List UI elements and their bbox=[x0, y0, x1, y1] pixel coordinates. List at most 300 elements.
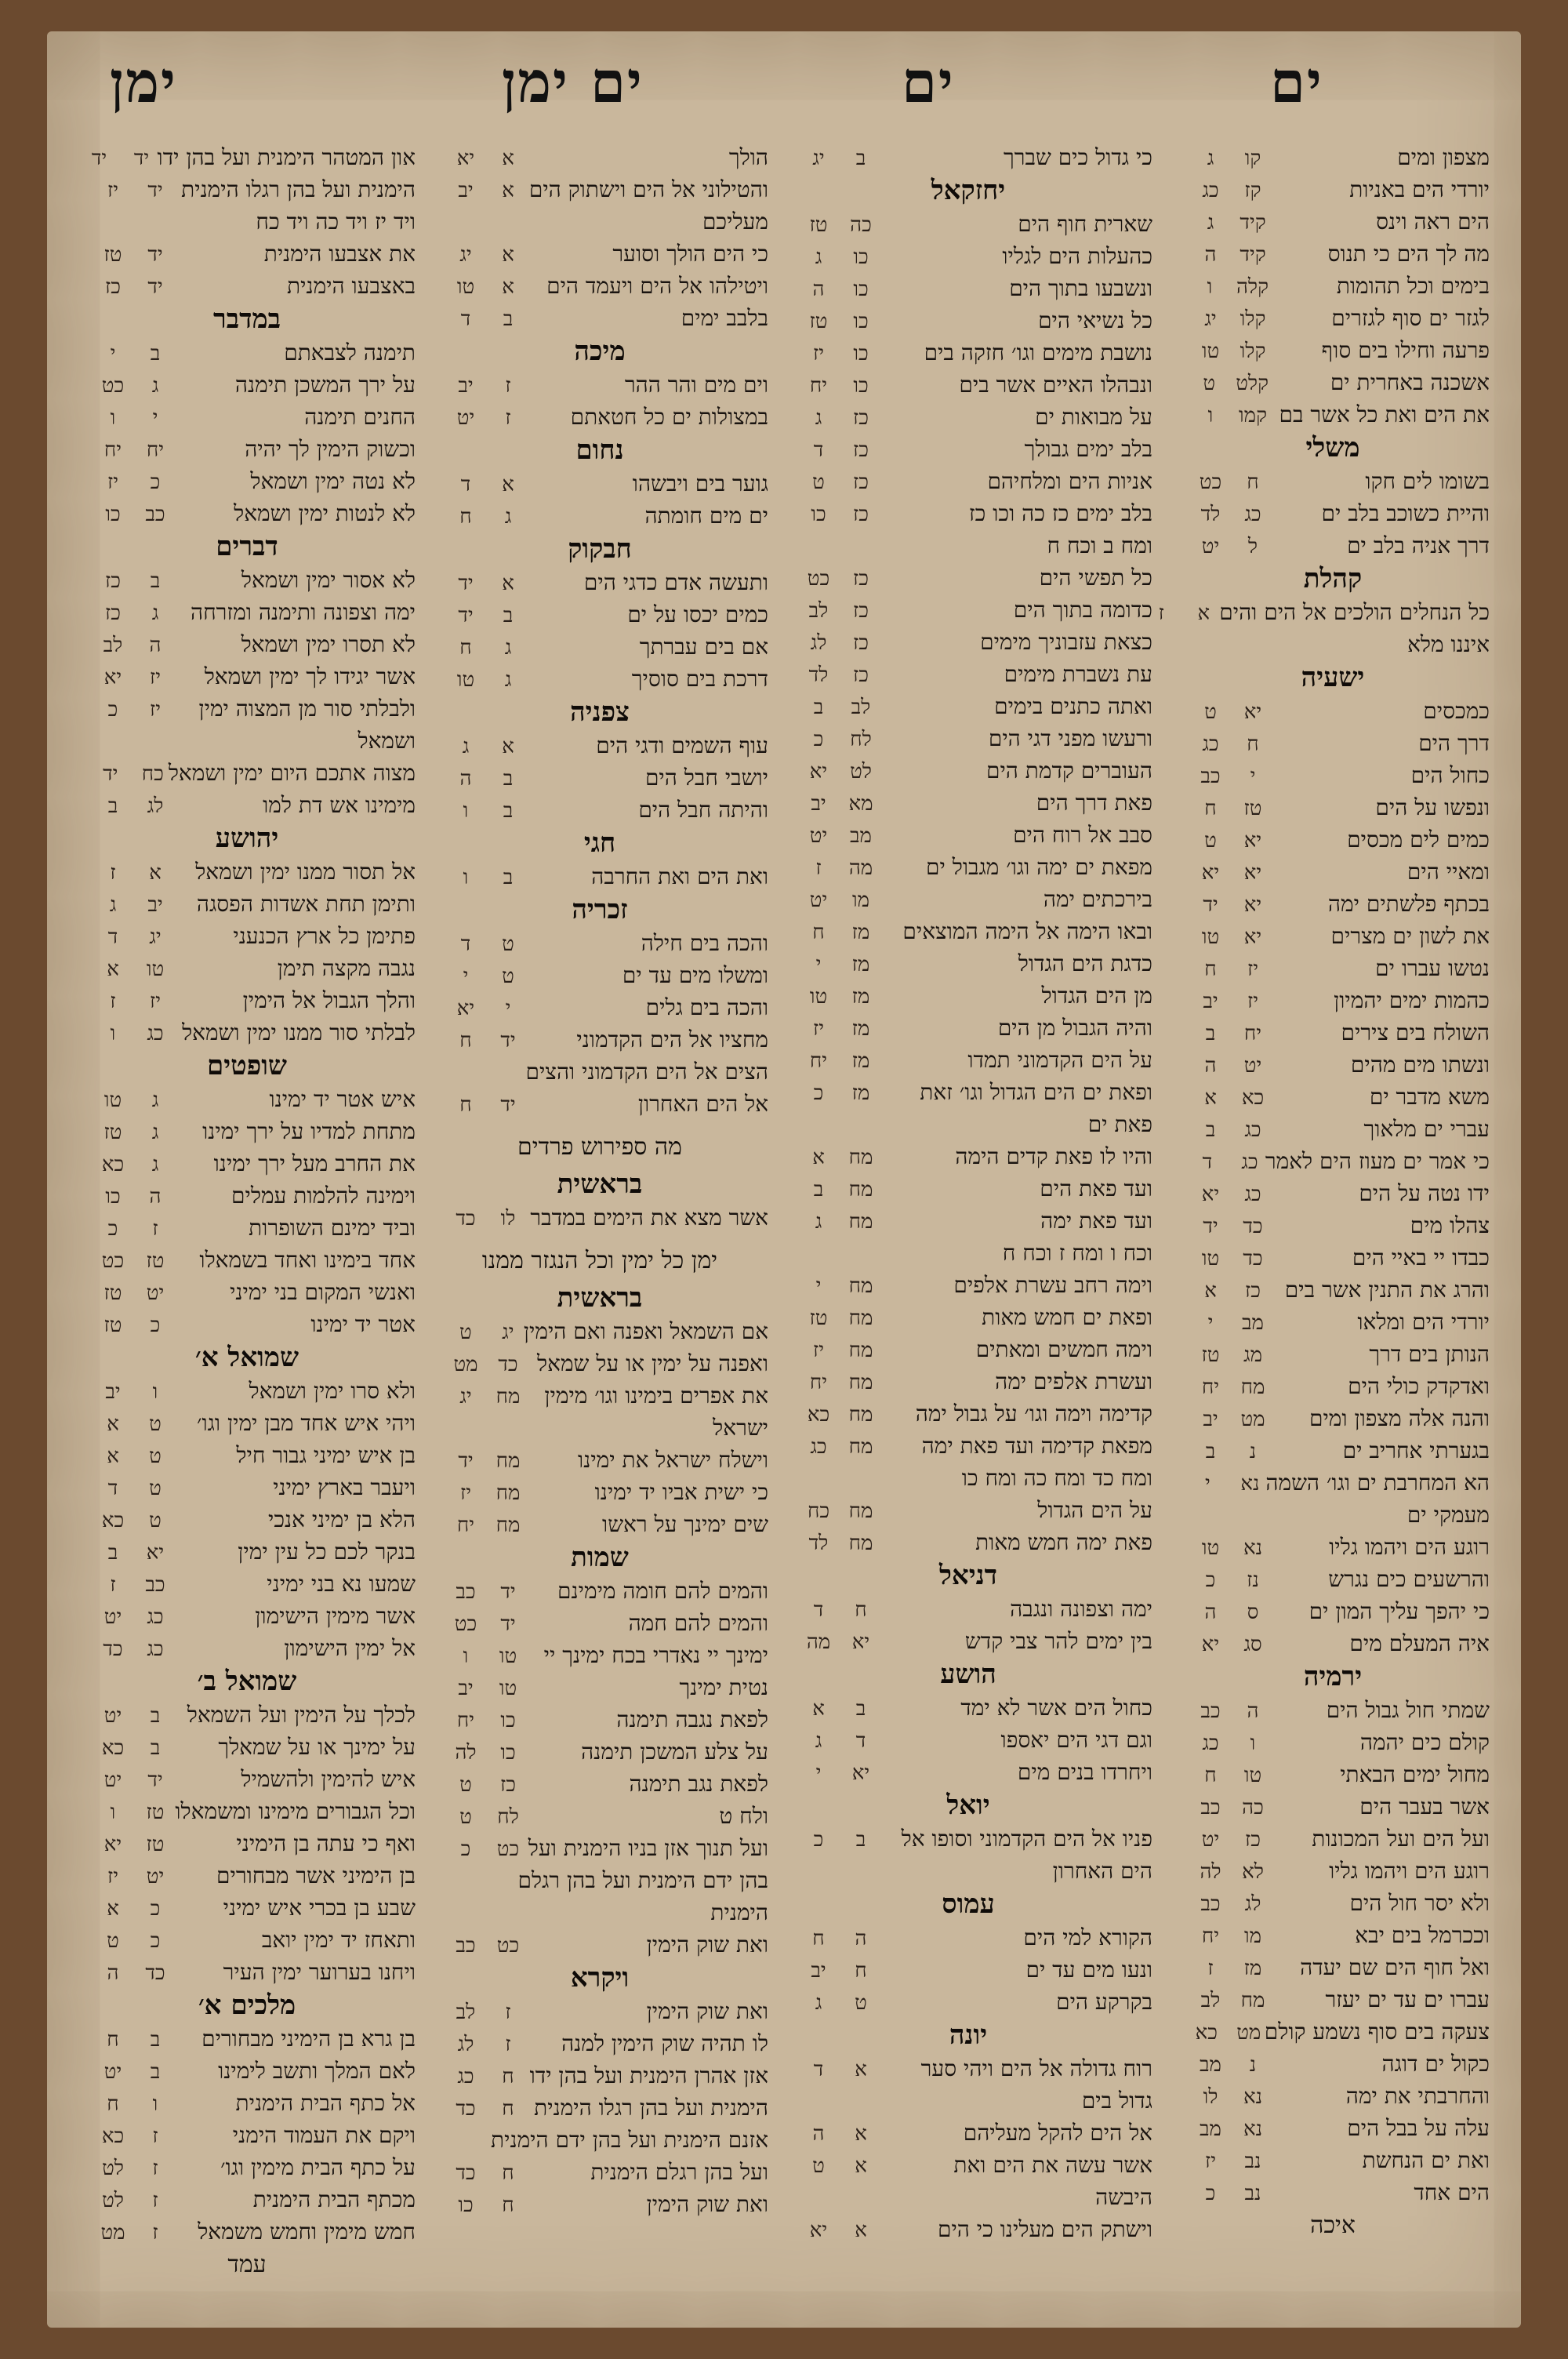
verse-number: כ bbox=[1205, 1568, 1216, 1592]
concordance-line bbox=[784, 754, 1152, 787]
running-head-inner-right: ים bbox=[902, 49, 955, 115]
verse-reference bbox=[1176, 1050, 1269, 1082]
concordance-line bbox=[431, 631, 768, 663]
concordance-line bbox=[1176, 366, 1490, 398]
verse-number: לט bbox=[102, 2189, 124, 2212]
verse-snippet: בימים וכל תהומות bbox=[1336, 273, 1490, 299]
verse-number: כ bbox=[460, 1837, 471, 1861]
verse-number: ב bbox=[1205, 1118, 1216, 1142]
verse-number: ד bbox=[460, 473, 471, 496]
concordance-line bbox=[784, 529, 1152, 562]
chapter-number: יא bbox=[851, 1630, 870, 1654]
verse-snippet: פאת ימה חמש מאות bbox=[975, 1529, 1152, 1555]
concordance-line bbox=[431, 729, 768, 761]
verse-snippet: כל נשיאי הים bbox=[1038, 307, 1152, 333]
verse-number: ו bbox=[1207, 404, 1214, 427]
verse-number: ט bbox=[812, 471, 825, 494]
chapter-number: כג bbox=[147, 1605, 164, 1629]
concordance-line bbox=[1176, 1306, 1490, 1338]
concordance-line bbox=[431, 1768, 768, 1800]
verse-number: כו bbox=[105, 503, 121, 526]
verse-number: ה bbox=[1204, 243, 1217, 267]
verse-snippet: כצאת עזבוניך מימים bbox=[980, 629, 1152, 655]
verse-number: י bbox=[815, 1761, 822, 1785]
concordance-line bbox=[1176, 628, 1490, 660]
verse-reference bbox=[784, 917, 877, 949]
concordance-line bbox=[1176, 1595, 1490, 1627]
verse-snippet: ונפשו על הים bbox=[1375, 794, 1490, 820]
concordance-line bbox=[1176, 2144, 1490, 2176]
concordance-line bbox=[784, 2052, 1152, 2085]
chapter-number: כג bbox=[1244, 503, 1261, 526]
verse-snippet: ועשרת אלפים ימה bbox=[995, 1369, 1152, 1394]
running-head-outer-left: ימן bbox=[110, 49, 177, 115]
verse-reference bbox=[784, 1174, 877, 1206]
chapter-number: ז bbox=[152, 2125, 158, 2148]
verse-number: יח bbox=[809, 1371, 828, 1394]
verse-number: כג bbox=[810, 1435, 827, 1459]
verse-number: ח bbox=[1204, 958, 1217, 981]
verse-reference bbox=[78, 1117, 171, 1149]
verse-number: ה bbox=[107, 1961, 119, 1985]
verse-number: טו bbox=[809, 985, 828, 1009]
concordance-line bbox=[431, 1639, 768, 1671]
verse-snippet: והרג את התנין אשר בים bbox=[1284, 1277, 1490, 1303]
verse-number: יב bbox=[1203, 1408, 1218, 1431]
book-heading: ירמיה bbox=[1303, 1661, 1363, 1692]
verse-number: מט bbox=[453, 1353, 478, 1376]
chapter-number: נא bbox=[1243, 1536, 1263, 1560]
verse-reference bbox=[431, 1317, 524, 1349]
verse-number: כג bbox=[457, 2065, 474, 2088]
verse-number: יא bbox=[103, 1833, 122, 1856]
concordance-line bbox=[78, 1180, 416, 1212]
verse-number: יא bbox=[103, 666, 122, 689]
verse-number: טו bbox=[456, 668, 475, 692]
verse-number: ח bbox=[107, 2092, 119, 2116]
verse-reference bbox=[1176, 1760, 1269, 1792]
verse-number: יח bbox=[809, 1049, 828, 1073]
verse-reference bbox=[1176, 2049, 1269, 2081]
concordance-line bbox=[1176, 2112, 1490, 2144]
concordance-line bbox=[784, 594, 1152, 626]
verse-number: ד bbox=[813, 2058, 824, 2081]
verse-reference bbox=[784, 1206, 877, 1238]
chapter-number: קלה bbox=[1236, 275, 1269, 299]
verse-number: ז bbox=[815, 856, 822, 880]
verse-snippet: עלה על בבל הים bbox=[1347, 2115, 1490, 2141]
concordance-line bbox=[78, 725, 416, 757]
verse-snippet: את החרב מעל ירך ימינו bbox=[213, 1150, 416, 1176]
verse-snippet: מעליכם bbox=[702, 209, 768, 234]
verse-snippet: ואת הים ואת החרבה bbox=[591, 863, 768, 889]
verse-number: יא bbox=[809, 2219, 828, 2242]
verse-reference bbox=[1176, 1824, 1269, 1856]
verse-reference bbox=[784, 2118, 877, 2150]
verse-number: יח bbox=[456, 1709, 475, 1732]
concordance-line bbox=[431, 927, 768, 959]
chapter-number: לג bbox=[1244, 1892, 1261, 1916]
verse-reference bbox=[1176, 696, 1269, 729]
concordance-line bbox=[78, 1503, 416, 1536]
concordance-line bbox=[78, 2119, 416, 2151]
concordance-line bbox=[78, 1439, 416, 1471]
verse-number: כו bbox=[811, 503, 826, 526]
verse-snippet: לא לנטות ימין ושמאל bbox=[234, 500, 416, 526]
verse-snippet: ואפנה על ימין או על שמאל bbox=[537, 1350, 768, 1376]
verse-reference bbox=[431, 2157, 524, 2190]
verse-number: א bbox=[107, 1897, 119, 1921]
verse-reference bbox=[784, 1399, 877, 1431]
verse-number: יט bbox=[103, 2060, 122, 2084]
running-head-inner-left: ים ימן bbox=[502, 49, 644, 115]
chapter-number: מח bbox=[848, 1210, 873, 1234]
verse-number: ג bbox=[815, 245, 822, 269]
concordance-line bbox=[784, 980, 1152, 1012]
verse-reference bbox=[1176, 175, 1269, 207]
concordance-line bbox=[431, 467, 768, 500]
chapter-number: כד bbox=[1243, 1215, 1263, 1238]
verse-number: יח bbox=[1201, 1376, 1220, 1399]
chapter-number: כט bbox=[496, 1837, 520, 1861]
verse-reference bbox=[431, 1997, 524, 2029]
verse-snippet: ימה וצפונה ונגבה bbox=[1010, 1596, 1152, 1622]
concordance-line bbox=[78, 2215, 416, 2248]
chapter-number: ג bbox=[151, 374, 159, 398]
verse-number: כ bbox=[1205, 2182, 1216, 2205]
verse-snippet: סבב אל רוח הים bbox=[1013, 822, 1152, 848]
concordance-line bbox=[78, 564, 416, 596]
concordance-line bbox=[431, 2124, 768, 2156]
verse-snippet: בן גרא בן הימיני מבחורים bbox=[201, 2026, 416, 2052]
chapter-number: א bbox=[502, 735, 514, 758]
concordance-line bbox=[1176, 270, 1490, 302]
verse-snippet: איננו מלא bbox=[1407, 631, 1490, 657]
chapter-number: מה bbox=[848, 856, 873, 880]
verse-number: ז bbox=[110, 990, 116, 1013]
chapter-number: כז bbox=[853, 599, 869, 623]
concordance-line bbox=[78, 1763, 416, 1795]
verse-snippet: אל ימין הישימון bbox=[284, 1635, 416, 1661]
concordance-line bbox=[78, 2183, 416, 2215]
verse-reference bbox=[784, 2215, 877, 2247]
verse-reference bbox=[431, 2093, 524, 2125]
verse-snippet: וביד ימינם השופרות bbox=[249, 1215, 416, 1241]
verse-number: כג bbox=[1202, 1732, 1219, 1755]
verse-number: ח bbox=[459, 1029, 472, 1052]
book-heading: בראשית bbox=[557, 1169, 643, 1200]
concordance-line bbox=[78, 2087, 416, 2119]
verse-number: ח bbox=[459, 1093, 472, 1117]
verse-snippet: והכה בים גלים bbox=[645, 994, 768, 1020]
verse-number: כד bbox=[456, 2097, 476, 2121]
verse-reference bbox=[1176, 467, 1269, 499]
column-left bbox=[78, 141, 416, 2290]
verse-reference bbox=[1176, 1565, 1269, 1597]
verse-snippet: וימה חמשים ומאתים bbox=[975, 1336, 1152, 1362]
verse-snippet: שמתי חול גבול הים bbox=[1326, 1697, 1490, 1723]
verse-reference bbox=[431, 1576, 524, 1608]
verse-reference bbox=[431, 1705, 524, 1737]
chapter-number: ב bbox=[503, 799, 514, 823]
verse-number: ג bbox=[815, 1729, 822, 1753]
book-heading: שמות bbox=[571, 1542, 629, 1573]
concordance-line bbox=[78, 1536, 416, 1568]
verse-snippet: לא תסרו ימין ושמאל bbox=[241, 631, 416, 657]
chapter-number: ה bbox=[1247, 1699, 1259, 1723]
verse-reference bbox=[78, 630, 171, 662]
concordance-line bbox=[1176, 984, 1490, 1016]
concordance-line bbox=[431, 1347, 768, 1379]
verse-reference bbox=[1176, 986, 1269, 1018]
concordance-line bbox=[784, 1333, 1152, 1365]
chapter-number: מח bbox=[495, 1385, 521, 1408]
verse-reference bbox=[78, 1408, 171, 1441]
verse-number: י bbox=[463, 965, 469, 988]
verse-reference bbox=[784, 306, 877, 338]
page-header bbox=[47, 49, 1521, 135]
verse-reference bbox=[78, 986, 171, 1018]
concordance-line bbox=[1176, 1113, 1490, 1145]
verse-number: א bbox=[812, 1697, 825, 1721]
verse-snippet: ואת שוק הימין bbox=[646, 1932, 768, 1957]
verse-reference bbox=[431, 795, 524, 827]
verse-number: כז bbox=[105, 602, 121, 625]
verse-reference bbox=[431, 501, 524, 533]
verse-reference bbox=[784, 1627, 877, 1659]
chapter-number: מח bbox=[1240, 1989, 1265, 2012]
verse-snippet: ומח כד ומח כה ומח כו bbox=[961, 1465, 1152, 1491]
verse-snippet: כבדו יי באיי הים bbox=[1352, 1245, 1490, 1270]
concordance-line bbox=[431, 1023, 768, 1056]
verse-number: ב bbox=[107, 1541, 118, 1565]
verse-reference bbox=[784, 2150, 877, 2183]
verse-number: כט bbox=[101, 374, 125, 398]
concordance-line bbox=[784, 883, 1152, 915]
book-heading: מלכים א׳ bbox=[198, 1990, 296, 2021]
verse-snippet: פאת דרך הים bbox=[1036, 790, 1152, 816]
verse-snippet: ובאו הימה אל הימה המוצאים bbox=[902, 918, 1152, 944]
concordance-line bbox=[78, 141, 416, 173]
verse-reference bbox=[431, 469, 524, 501]
concordance-line bbox=[784, 2149, 1152, 2181]
verse-snippet: לגזר ים סוף לגזרים bbox=[1331, 305, 1490, 331]
chapter-number: יא bbox=[1243, 829, 1262, 852]
concordance-line bbox=[1176, 2176, 1490, 2208]
verse-snippet: אטר יד ימינו bbox=[310, 1311, 416, 1337]
verse-number: יד bbox=[103, 762, 118, 786]
verse-reference bbox=[431, 2190, 524, 2222]
chapter-number: ג bbox=[504, 636, 512, 660]
verse-snippet: הימנית bbox=[710, 1899, 768, 1925]
chapter-number: נא bbox=[1240, 1472, 1260, 1496]
book-heading: יואל bbox=[946, 1790, 990, 1821]
verse-number: ה bbox=[1204, 1601, 1217, 1624]
verse-number: טו bbox=[1201, 1536, 1220, 1560]
verse-reference bbox=[78, 2024, 171, 2056]
chapter-number: מג bbox=[1243, 1343, 1262, 1367]
concordance-line bbox=[784, 1593, 1152, 1625]
concordance-line bbox=[78, 1212, 416, 1244]
verse-snippet: את הים ואת כל אשר בם bbox=[1279, 402, 1490, 427]
chapter-number: נ bbox=[1249, 1440, 1257, 1463]
verse-snippet: עוף השמים ודגי הים bbox=[596, 732, 768, 758]
concordance-line bbox=[1176, 1627, 1490, 1659]
verse-number: כב bbox=[1200, 1796, 1221, 1819]
verse-number: כט bbox=[101, 1249, 125, 1273]
chapter-number: ט bbox=[149, 1445, 162, 1468]
verse-number: טו bbox=[103, 1089, 122, 1112]
concordance-line bbox=[78, 757, 416, 789]
verse-reference bbox=[784, 1757, 877, 1790]
verse-reference bbox=[1176, 1307, 1269, 1339]
verse-number: יט bbox=[103, 1768, 122, 1792]
chapter-number: ז bbox=[505, 2033, 511, 2056]
concordance-line bbox=[78, 270, 416, 302]
verse-snippet: אל הים להקל מעליהם bbox=[963, 2120, 1152, 2146]
verse-number: כח bbox=[807, 1499, 830, 1523]
chapter-number: ח bbox=[1247, 732, 1259, 756]
verse-snippet: כי ישית אביו יד ימינו bbox=[594, 1479, 768, 1505]
verse-snippet: מימינו אש דת למו bbox=[263, 792, 416, 818]
chapter-number: ד bbox=[855, 1729, 866, 1753]
concordance-line bbox=[1176, 302, 1490, 334]
verse-number: יז bbox=[1204, 2150, 1217, 2173]
verse-snippet: יושבי חבל הים bbox=[644, 765, 768, 791]
verse-snippet: ותאחז יד ימין יואב bbox=[261, 1927, 416, 1953]
concordance-line bbox=[784, 787, 1152, 819]
verse-reference bbox=[784, 660, 877, 692]
chapter-number: נא bbox=[1243, 2117, 1263, 2141]
concordance-line bbox=[784, 658, 1152, 690]
concordance-line bbox=[784, 1108, 1152, 1140]
verse-snippet: על ירך המשכן תימנה bbox=[234, 372, 416, 398]
verse-reference bbox=[784, 1078, 877, 1110]
verse-snippet: ותעשה אדם כדגי הים bbox=[583, 569, 768, 595]
verse-reference bbox=[78, 434, 171, 467]
concordance-line bbox=[431, 1832, 768, 1864]
concordance-line bbox=[78, 1568, 416, 1600]
concordance-line bbox=[1176, 1241, 1490, 1274]
concordance-line bbox=[1176, 173, 1490, 205]
column-right bbox=[1158, 141, 1490, 2290]
concordance-line bbox=[1176, 1274, 1490, 1306]
chapter-number: יג bbox=[149, 925, 162, 949]
verse-reference bbox=[78, 2121, 171, 2153]
chapter-number: יט bbox=[1243, 1054, 1262, 1078]
chapter-number: ב bbox=[855, 1828, 866, 1852]
verse-snippet: בשומו לים חקו bbox=[1365, 468, 1490, 494]
verse-reference bbox=[784, 1431, 877, 1463]
verse-reference bbox=[431, 1769, 524, 1801]
verse-snippet: עת נשברת מימים bbox=[1004, 661, 1152, 687]
verse-snippet: רוגע הים ויהמו גליו bbox=[1329, 1534, 1490, 1560]
concordance-line bbox=[784, 851, 1152, 883]
concordance-line bbox=[78, 1892, 416, 1924]
concordance-line bbox=[78, 1276, 416, 1308]
verse-reference bbox=[431, 600, 524, 632]
verse-snippet: מפאת קדימה ועד פאת ימה bbox=[921, 1433, 1152, 1459]
verse-reference bbox=[78, 1018, 171, 1050]
verse-snippet: לבלתי סור ממנו ימין ושמאל bbox=[182, 1020, 416, 1045]
verse-number: יד bbox=[1203, 1215, 1218, 1238]
verse-number: כ bbox=[813, 1081, 824, 1105]
chapter-number: כז bbox=[500, 1773, 516, 1797]
book-heading: ויקרא bbox=[570, 1962, 630, 1994]
verse-snippet: ומאיי הים bbox=[1406, 859, 1490, 885]
chapter-number: ז bbox=[152, 1217, 158, 1241]
chapter-number: מב bbox=[850, 824, 872, 848]
verse-snippet: ויטילהו אל הים ויעמד הים bbox=[546, 273, 768, 299]
verse-number: לב bbox=[456, 2001, 476, 2024]
verse-snippet: מן הים הגדול bbox=[1041, 983, 1152, 1009]
verse-number: יט bbox=[1201, 535, 1220, 558]
verse-number: יא bbox=[456, 147, 475, 170]
concordance-line bbox=[431, 991, 768, 1023]
concordance-line bbox=[78, 433, 416, 465]
concordance-line bbox=[784, 1526, 1152, 1558]
concordance-line bbox=[78, 1115, 416, 1147]
concordance-line bbox=[784, 1921, 1152, 1954]
chapter-number: מח bbox=[848, 1532, 873, 1555]
verse-number: ג bbox=[1207, 211, 1214, 234]
verse-reference bbox=[431, 1737, 524, 1769]
verse-number: כז bbox=[105, 275, 121, 299]
concordance-line bbox=[431, 205, 768, 238]
verse-number: לד bbox=[808, 663, 829, 687]
verse-snippet: וגם דגי הים יאספו bbox=[1000, 1727, 1152, 1753]
verse-number: ב bbox=[813, 1178, 824, 1201]
chapter-number: יז bbox=[149, 990, 162, 1013]
verse-reference bbox=[784, 627, 877, 660]
verse-number: ג bbox=[1207, 147, 1214, 170]
verse-reference bbox=[784, 1270, 877, 1303]
verse-number: ז bbox=[110, 861, 116, 885]
chapter-number: יא bbox=[1243, 861, 1262, 885]
verse-snippet: בקרקע הים bbox=[1056, 1989, 1152, 2015]
concordance-line bbox=[78, 596, 416, 628]
verse-snippet: גדול בים bbox=[1081, 2088, 1152, 2114]
verse-snippet: הימנית ועל בהן רגלו הימנית bbox=[181, 176, 416, 202]
verse-snippet: והיית כשוכב בלב ים bbox=[1321, 500, 1490, 526]
chapter-number: ז bbox=[152, 2221, 158, 2245]
verse-snippet: ים מים חומתה bbox=[644, 503, 768, 529]
concordance-line bbox=[78, 1731, 416, 1763]
chapter-number: ו bbox=[152, 1380, 158, 1404]
verse-number: יט bbox=[456, 406, 475, 430]
verse-reference bbox=[784, 949, 877, 981]
verse-reference bbox=[784, 209, 877, 242]
book-heading: דניאל bbox=[938, 1560, 998, 1591]
verse-number: יב bbox=[811, 1959, 826, 1983]
chapter-number: ב bbox=[150, 569, 161, 593]
concordance-line bbox=[784, 497, 1152, 529]
verse-reference bbox=[1176, 1436, 1269, 1468]
verse-reference bbox=[1176, 1082, 1269, 1114]
verse-snippet: וישתק הים מעלינו כי הים bbox=[937, 2216, 1152, 2242]
chapter-number: מא bbox=[848, 792, 873, 816]
concordance-line bbox=[1176, 1209, 1490, 1241]
book-heading: יהושע bbox=[215, 823, 279, 854]
chapter-number: מח bbox=[495, 1514, 521, 1537]
verse-reference bbox=[78, 2217, 171, 2249]
verse-number: א bbox=[107, 1412, 119, 1436]
verse-reference bbox=[78, 1441, 171, 1473]
concordance-line bbox=[784, 272, 1152, 304]
verse-snippet: ופאת ים חמש מאות bbox=[982, 1304, 1152, 1330]
verse-snippet: וכשוק הימין לך יהיה bbox=[245, 436, 416, 462]
verse-number: ו bbox=[110, 406, 116, 430]
